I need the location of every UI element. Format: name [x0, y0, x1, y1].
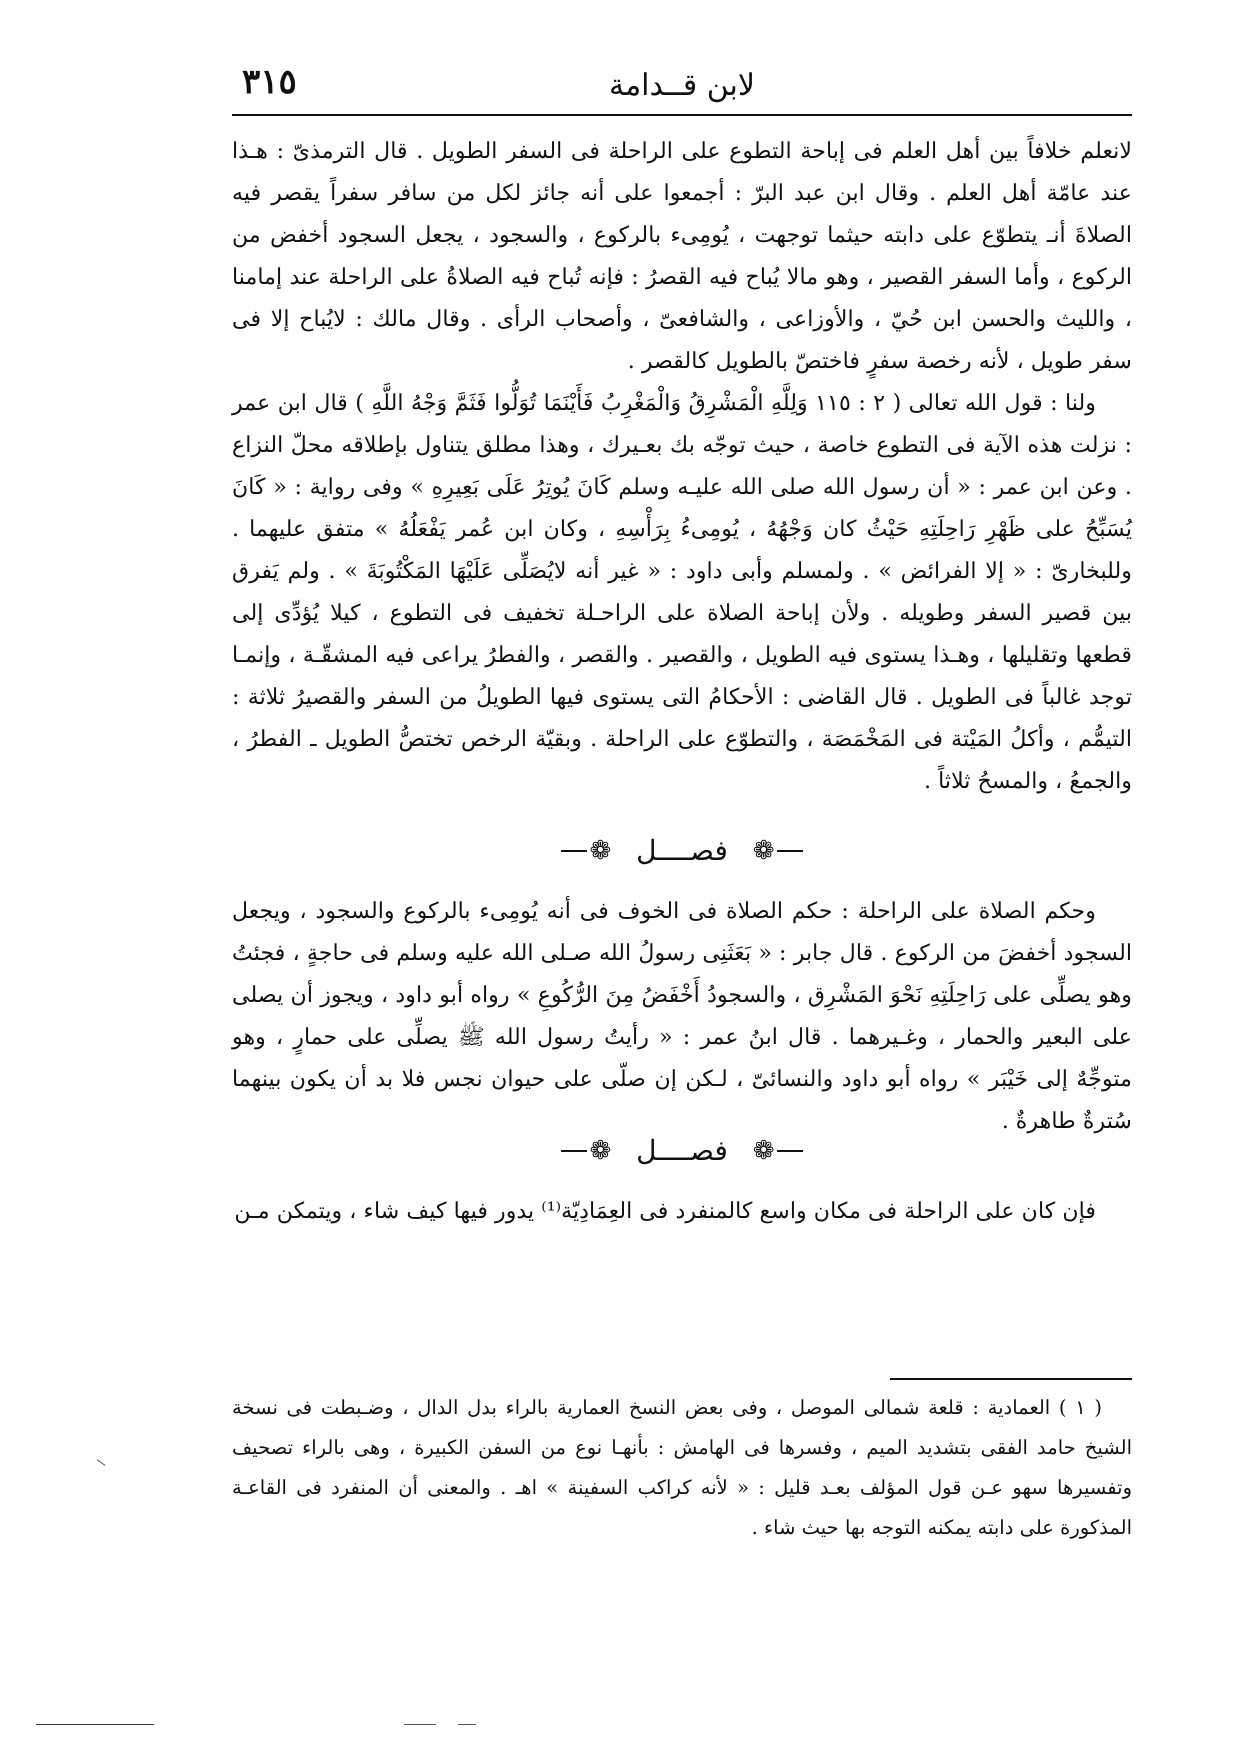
footnote-separator [890, 1378, 1132, 1380]
paragraph-2: ولنا : قول الله تعالى ( ٢ : ١١٥ وَلِلَّهِ الْمَشْرِقُ وَالْمَغْرِبُ فَأَيْنَمَا تُوَلُّوا فَثَمَّ وَجْهُ اللَّهِ ) قال ابن عمر : نزلت هذه الآية فى التطوع خاصة ، حيث توجّه بك بعـيرك ، وهذا مطلق يتناول بإطلاقه محلّ النزاع . وعن ابن عمر : « أن رسول الله صلى الله عليـه وسلم كَانَ يُوتِرُ عَلَى بَعِيرِهِ » وفى رواية : « كَانَ يُسَبِّحُ على ظَهْرِ رَاحِلَتِهِ حَيْثُ كان وَجْهُهُ ، يُومِىءُ بِرَأْسِهِ ، وكان ابن عُمر يَفْعَلُهُ » متفق عليهما . وللبخارىّ : « إلا الفرائض » . ولمسلم وأبى داود : « غير أنه لايُصَلِّى عَلَيْهَا المَكْتُوبَةَ » . ولم يَفرق بين قصير السفر وطويله . ولأن إباحة الصلاة على الراحـلة تخفيف فى التطوع ، كيلا يُؤدِّى إلى قطعها وتقليلها ، وهـذا يستوى فيه الطويل ، والقصير . والقصر ، والفطرُ يراعى فيه المشقّـة ، وإنمـا توجد غالباً فى الطويل . قال القاضى : الأحكامُ التى يستوى فيها الطويلُ من السفر والقصيرُ ثلاثة : التيمُّم ، وأكلُ المَيْتة فى المَخْمَصَة ، والتطوّع على الراحلة . وبقيّة الرخص تختصُّ الطويل ـ الفطرُ ، والجمعُ ، والمسحُ ثلاثاً . [232, 390, 1132, 794]
ornament-icon-right: ❁ [752, 1135, 775, 1166]
paragraph-1: لانعلم خلافاً بين أهل العلم فى إباحة التطوع على الراحلة فى السفر الطويل . قال الترمذىّ : هـذا عند عامّة أهل العلم . وقال ابن عبد البرّ : أجمعوا على أنه جائز لكل من سافر سفراً يقصر فيه الصلاةَ أنـ يتطوّع على دابته حيثما توجهت ، يُومِىء بالركوع ، والسجود ، يجعل السجود أخفض من الركوع ، وأما السفر القصير ، وهو مالا يُباح فيه القصرُ : فإنه تُباح فيه الصلاةُ على الراحلة عند إمامنا ، والليث والحسن ابن حُيّ ، والأوزاعى ، والشافعىّ ، وأصحاب الرأى . وقال مالك : لايُباح إلا فى سفر طويل ، لأنه رخصة سفرٍ فاختصّ بالطويل كالقصر . [232, 138, 1132, 374]
page-number: ٣١٥ [242, 62, 297, 102]
section-heading-2 [232, 1132, 1132, 1176]
scan-mark [97, 1459, 106, 1466]
ornament-line-right [777, 850, 803, 852]
footnote-text: ( ١ ) العمادية : قلعة شمالى الموصل ، وفى بعض النسخ العمارية بالراء بدل الدال ، وضـبطت فى نسخة الشيخ حامد الفقى بتشديد الميم ، وفسرها فى الهامش : بأنهـا نوع من السفن الكبيرة ، وهى بالراء تصحيف وتفسيرها سهو عـن قول المؤلف بعـد قليل : « لأنه كراكب السفينة » اهـ . والمعنى أن المنفرد فى القاعـة المذكورة على دابته يمكنه التوجه بها حيث شاء . [232, 1396, 1132, 1539]
running-title: لابن قــدامة [609, 68, 755, 103]
main-text-block [232, 130, 1132, 802]
section-heading-1 [232, 832, 1132, 876]
scan-mark [458, 1724, 476, 1725]
section-heading-2-text: فصــــل [636, 1134, 728, 1167]
section-2-paragraph: فإن كان على الراحلة فى مكان واسع كالمنفرد فى العِمَادِيّة⁽¹⁾ يدور فيها كيف شاء ، ويتمكن مـن [234, 1198, 1096, 1224]
scan-mark [404, 1724, 436, 1725]
section-1-paragraph: وحكم الصلاة على الراحلة : حكم الصلاة فى الخوف فى أنه يُومِىء بالركوع والسجود ، ويجعل السجود أخفضَ من الركوع . قال جابر : « بَعَثَنِى رسولُ الله صـلى الله عليه وسلم فى حاجةٍ ، فجئتُ وهو يصلِّى على رَاحِلَتِهِ نَحْوَ المَشْرِق ، والسجودُ أَخْفَضُ مِنَ الرُّكُوعِ » رواه أبو داود ، ويجوز أن يصلى على البعير والحمار ، وغـيرهما . قال ابنُ عمر : « رأيتُ رسول الله ﷺ يصلِّى على حمارٍ ، وهو متوجِّهٌ إلى خَيْبَر » رواه أبو داود والنسائىّ ، لـكن إن صلّى على حيوان نجس فلا بد أن يكون بينهما سُترةٌ طاهرةٌ . [232, 898, 1132, 1134]
scan-mark [36, 1724, 154, 1725]
ornament-line-right [777, 1150, 803, 1152]
ornament-icon-right: ❁ [752, 835, 775, 866]
footnote [232, 1388, 1132, 1548]
section-2-text-block [232, 1190, 1132, 1232]
ornament-line-left [561, 850, 587, 852]
ornament-icon-left: ❁ [589, 1135, 612, 1166]
section-1-text-block [232, 890, 1132, 1142]
ornament-icon-left: ❁ [589, 835, 612, 866]
section-heading-1-text: فصــــل [636, 834, 728, 867]
page-header [232, 62, 1132, 116]
ornament-line-left [561, 1150, 587, 1152]
